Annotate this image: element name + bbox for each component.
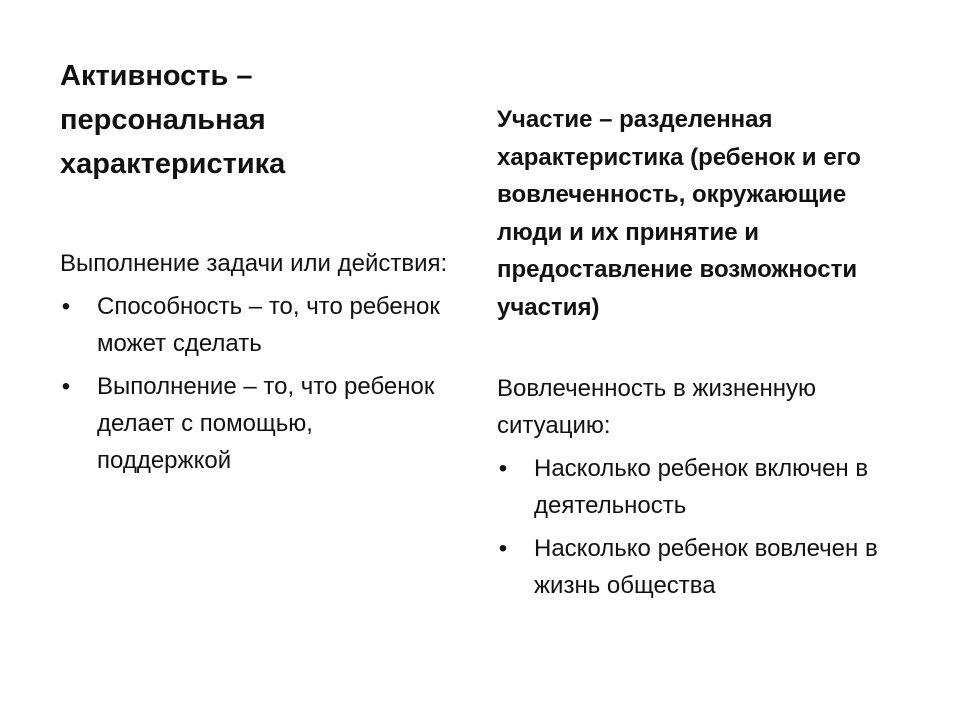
activity-intro: Выполнение задачи или действия:: [60, 250, 448, 277]
list-item: [60, 288, 450, 362]
right-column: [497, 101, 917, 610]
list-item-text: Выполнение – то, что ребенок делает с помощью, поддержкой: [97, 373, 435, 474]
bullet-icon: •: [61, 373, 71, 400]
list-item-text: Способность – то, что ребенок может сделать: [97, 293, 440, 357]
list-item: [60, 368, 450, 479]
list-item: [497, 530, 917, 604]
list-item: [497, 450, 917, 524]
activity-bullet-list: [60, 288, 450, 479]
participation-intro: Вовлеченность в жизненную ситуацию:: [497, 375, 816, 439]
list-item-text: Насколько ребенок вовлечен в жизнь общества: [534, 535, 878, 599]
bullet-icon: •: [498, 455, 508, 482]
left-column: [60, 54, 450, 485]
bullet-icon: •: [61, 293, 71, 320]
list-item-text: Насколько ребенок включен в деятельность: [534, 455, 869, 519]
bullet-icon: •: [498, 535, 508, 562]
participation-heading: Участие – разделенная характеристика (ребенок и его вовлеченность, окружающие люди и их принятие и предоставление возможности участия): [497, 106, 861, 321]
activity-heading: Активность – персональная характеристика: [60, 60, 286, 180]
participation-bullet-list: [497, 450, 917, 604]
